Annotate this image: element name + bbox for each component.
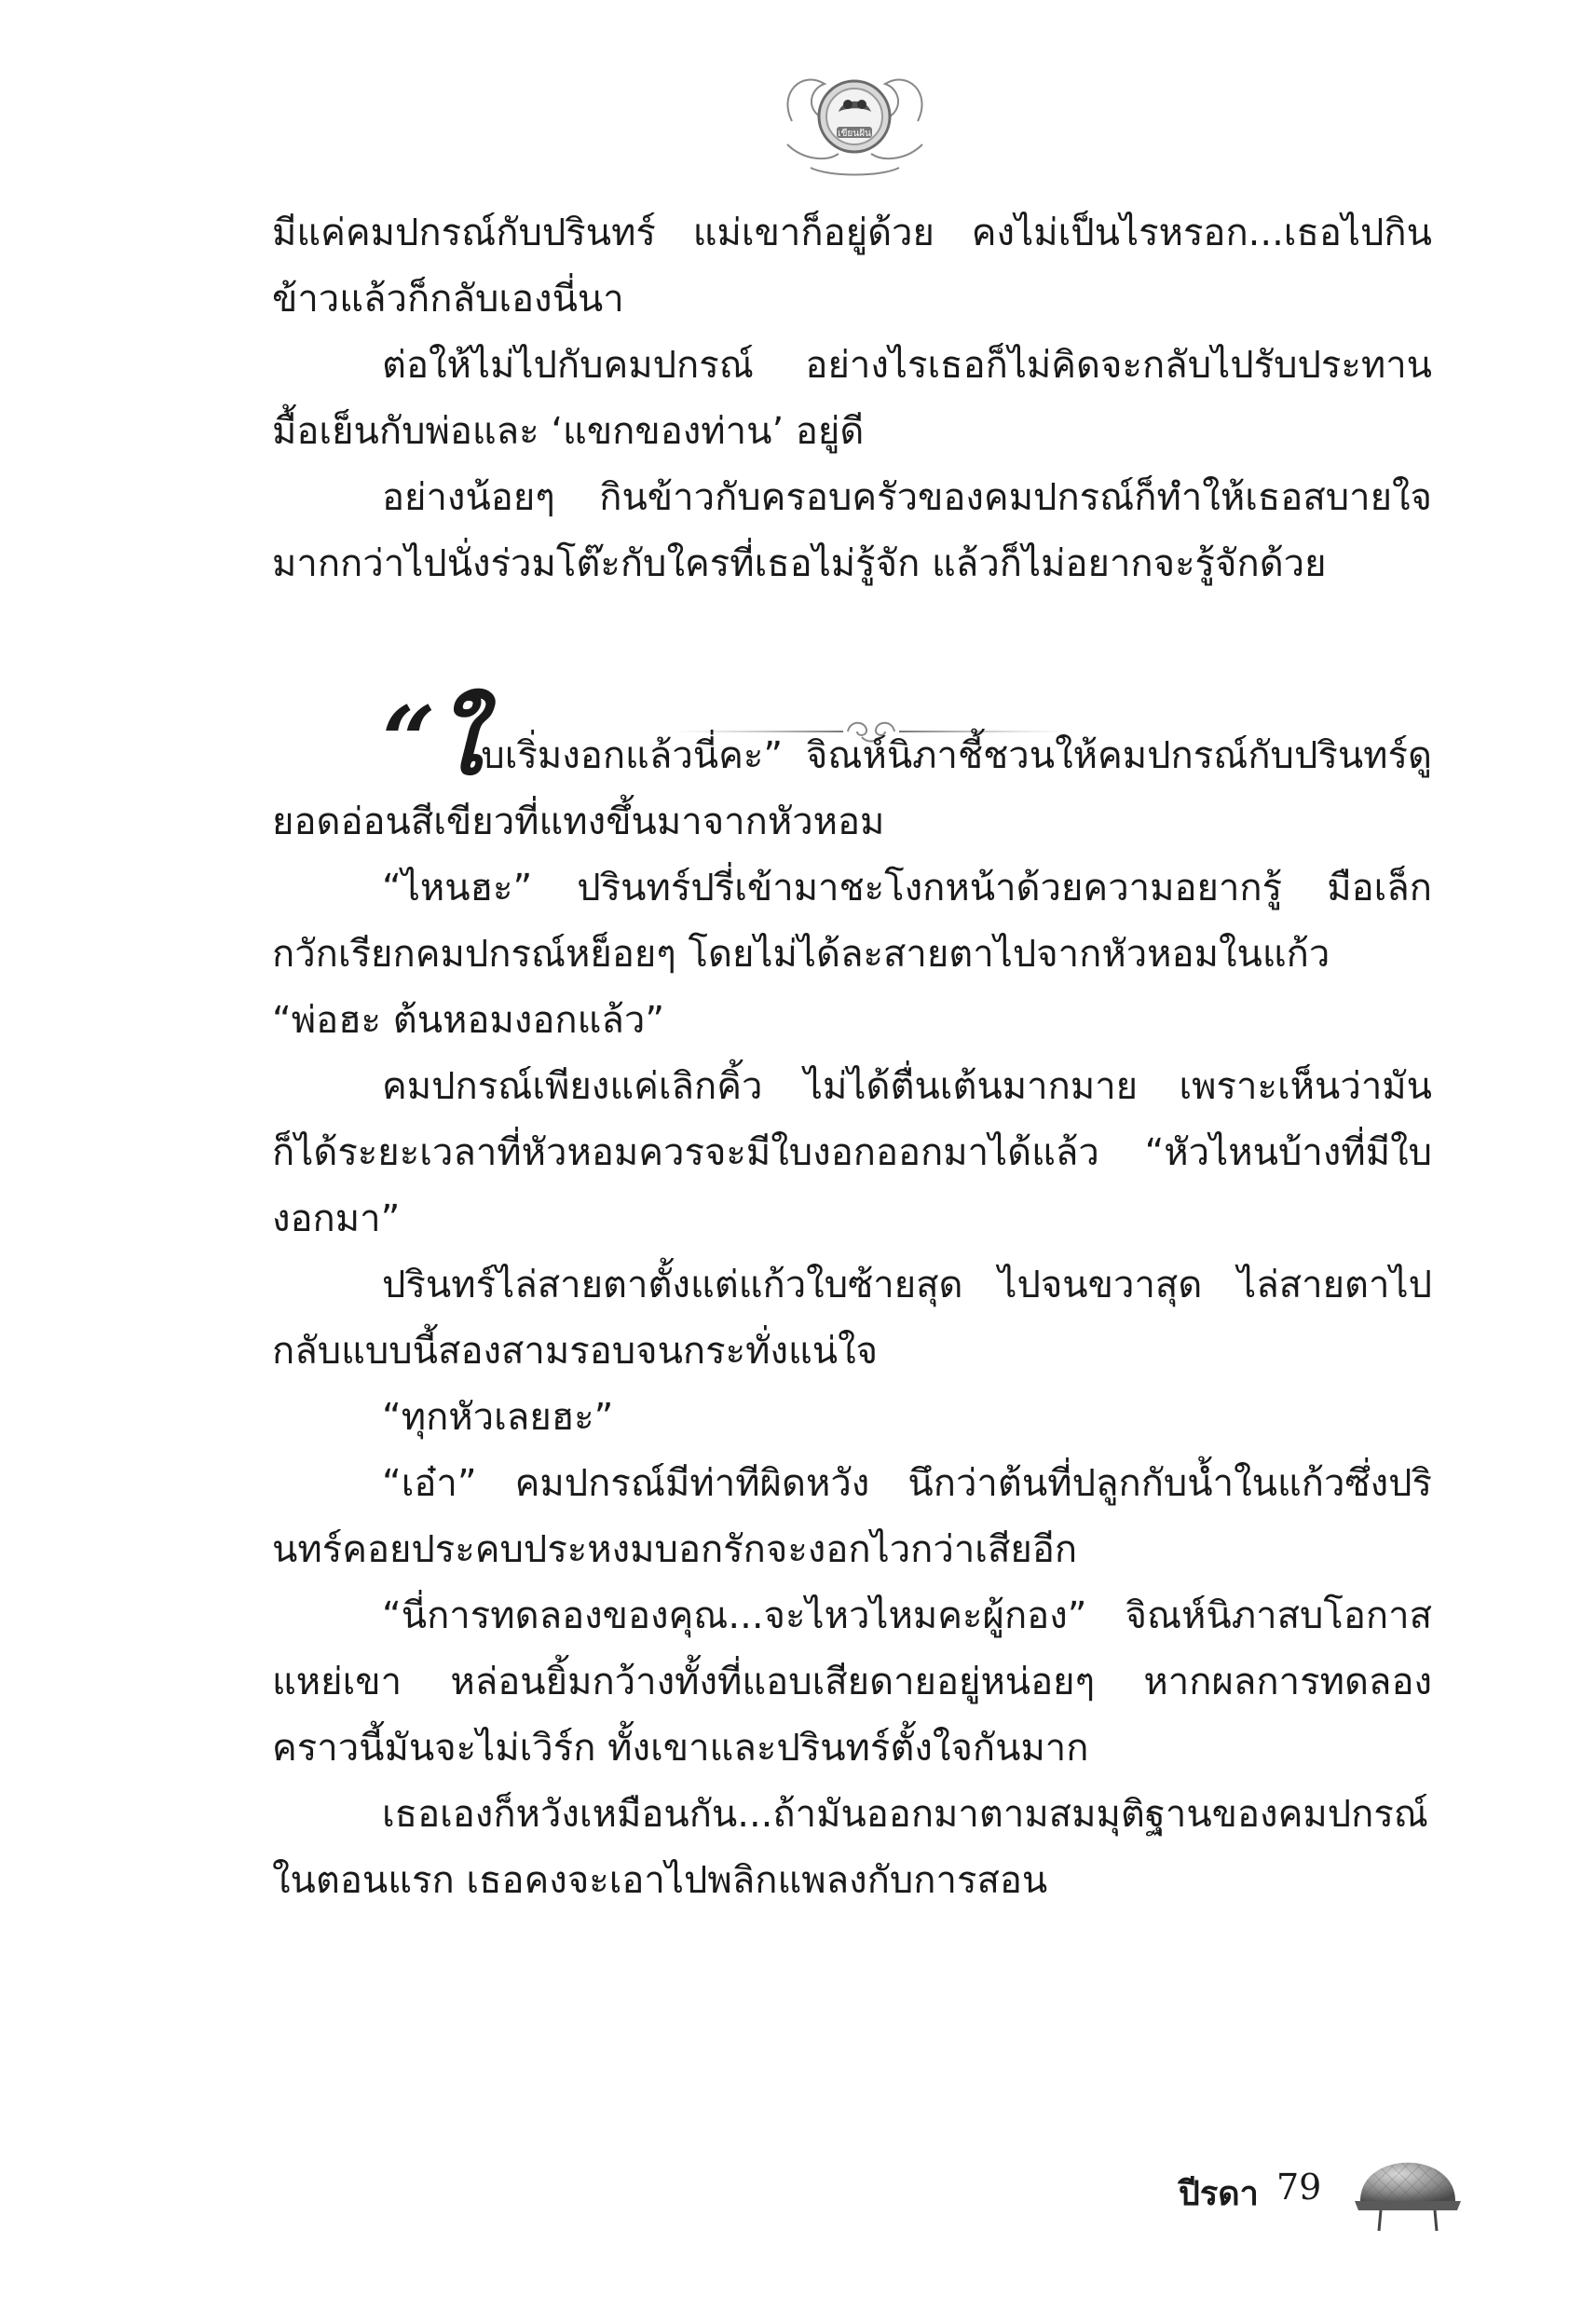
section-1-text <box>272 200 1432 597</box>
paragraph: คมปกรณ์เพียงแค่เลิกคิ้ว ไม่ได้ตื่นเต้นมากมาย เพราะเห็นว่ามันก็ได้ระยะเวลาที่หัวหอมควรจะมีใบงอกออกมาได้แล้ว “หัวไหนบ้างที่มีใบงอกมา” <box>272 1065 1432 1240</box>
opening-paragraph-text: บเริ่มงอกแล้วนี่คะ” จิณห์นิภาชี้ชวนให้คมปกรณ์กับปรินทร์ดูยอดอ่อนสีเขียวที่แทงขึ้นมาจากหัวหอม <box>272 734 1432 843</box>
paragraph: มีแค่คมปกรณ์กับปรินทร์ แม่เขาก็อยู่ด้วย คงไม่เป็นไรหรอก...เธอไปกินข้าวแล้วก็กลับเองนี่นา <box>272 212 1432 321</box>
helmet-icon <box>1353 2126 1463 2238</box>
drop-cap-letter: ใ <box>435 686 482 796</box>
paragraph: “พ่อฮะ ต้นหอมงอกแล้ว” <box>272 999 665 1042</box>
drop-cap <box>382 686 481 796</box>
paragraph: “เอ๋า” คมปกรณ์มีท่าทีผิดหวัง นึกว่าต้นที่ปลูกกับน้ำในแก้วซึ่งปรินทร์คอยประคบประหงมบอกรักจะงอกไวกว่าเสียอีก <box>272 1462 1432 1571</box>
running-footer-title: ปีรดา <box>1179 2175 1259 2213</box>
paragraph: อย่างน้อยๆ กินข้าวกับครอบครัวของคมปกรณ์ก็ทำให้เธอสบายใจมากกว่าไปนั่งร่วมโต๊ะกับใครที่เธอไม่รู้จัก แล้วก็ไม่อยากจะรู้จักด้วย <box>272 476 1432 585</box>
paragraph: “นี่การทดลองของคุณ...จะไหวไหมคะผู้กอง” จิณห์นิภาสบโอกาสแหย่เขา หล่อนยิ้มกว้างทั้งที่แอบเสียดายอยู่หน่อยๆ หากผลการทดลองคราวนี้มันจะไม่เวิร์ก ทั้งเขาและปรินทร์ตั้งใจกันมาก <box>272 1594 1432 1770</box>
page-number: 79 <box>1276 2167 1322 2208</box>
paragraph: “ทุกหัวเลยฮะ” <box>382 1396 614 1439</box>
paragraph: ปรินทร์ไล่สายตาตั้งแต่แก้วใบซ้ายสุด ไปจนขวาสุด ไล่สายตาไปกลับแบบนี้สองสามรอบจนกระทั่งแน่ใจ <box>272 1264 1432 1373</box>
svg-text:เขียนฝัน: เขียนฝัน <box>838 129 871 139</box>
drop-cap-quote: “ <box>382 686 436 796</box>
section-2-text <box>272 686 1432 1914</box>
paragraph: “ไหนฮะ” ปรินทร์ปรี่เข้ามาชะโงกหน้าด้วยความอยากรู้ มือเล็กกวักเรียกคมปกรณ์หย็อยๆ โดยไม่ได้ละสายตาไปจากหัวหอมในแก้ว <box>272 867 1432 976</box>
paragraph: ต่อให้ไม่ไปกับคมปกรณ์ อย่างไรเธอก็ไม่คิดจะกลับไปรับประทานมื้อเย็นกับพ่อและ ‘แขกของท่าน’ อยู่ดี <box>272 344 1432 453</box>
opening-paragraph <box>272 686 1432 855</box>
publisher-logo <box>773 56 936 182</box>
paragraph: เธอเองก็หวังเหมือนกัน...ถ้ามันออกมาตามสมมุติฐานของคมปกรณ์ในตอนแรก เธอคงจะเอาไปพลิกแพลงกับการสอน <box>272 1793 1428 1902</box>
